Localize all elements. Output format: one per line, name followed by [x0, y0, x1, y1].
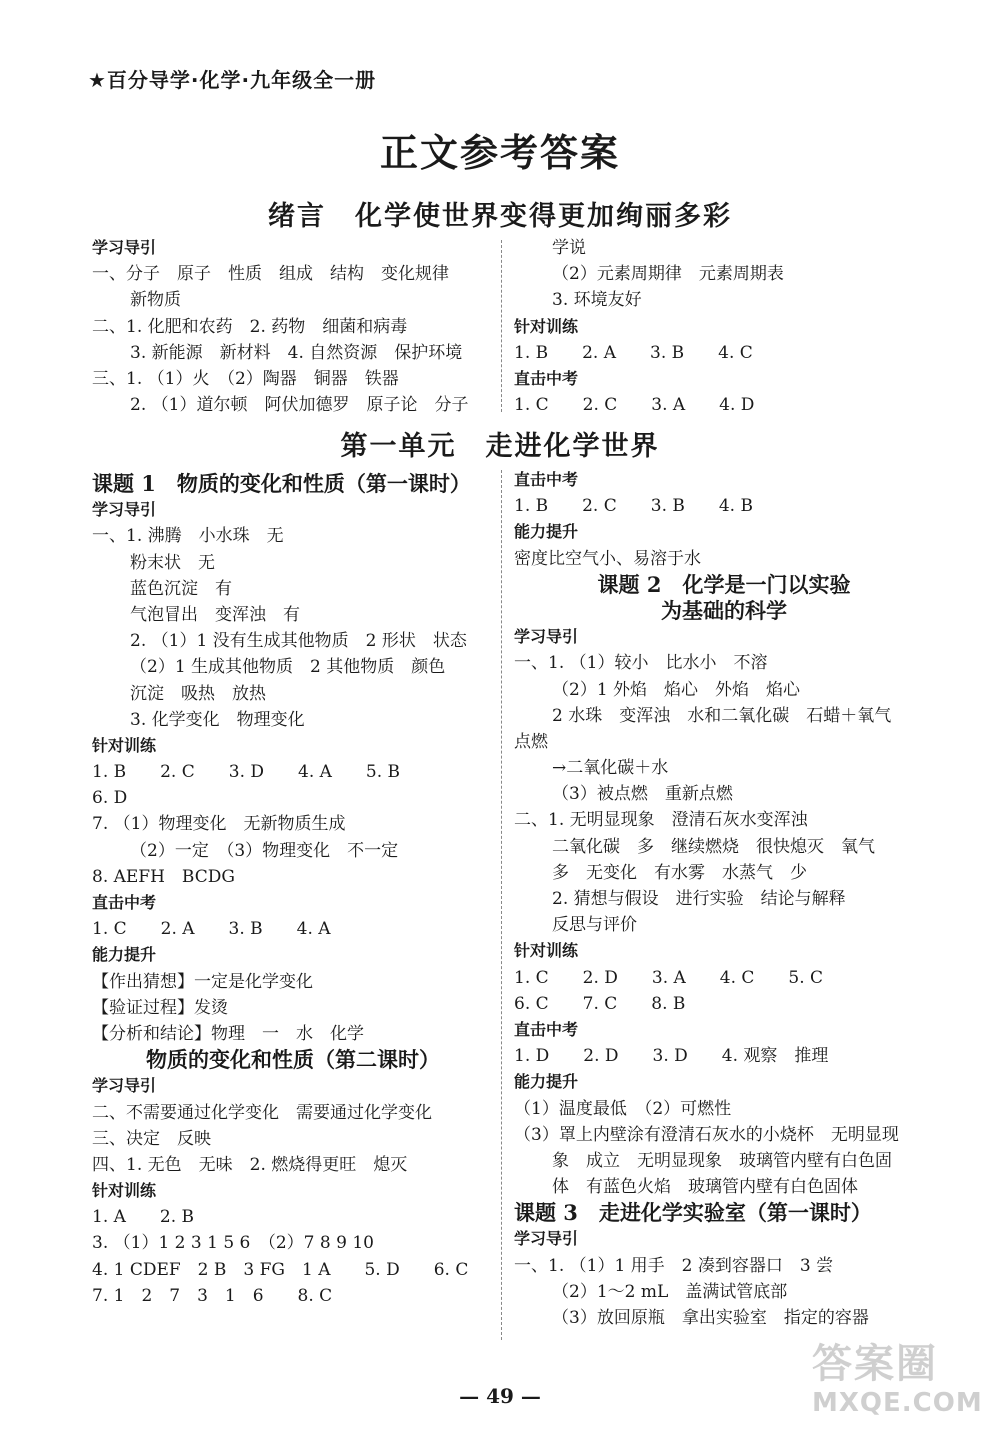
intro-left-column [92, 235, 492, 418]
subheading: 能力提升 [514, 1072, 579, 1092]
lesson-title: 课题 2 化学是一门以实验 [597, 571, 851, 597]
subheading: 针对训练 [514, 941, 579, 961]
lesson-title: 课题 1 物质的变化和性质（第一课时） [92, 471, 471, 496]
column-divider [501, 470, 502, 1340]
answer-line: 2. 猜想与假设 进行实验 结论与解释 [552, 889, 846, 909]
answer-line: 学说 [552, 238, 586, 258]
answer-line: 1. C 2. D 3. A 4. C 5. C [514, 967, 824, 988]
page-number: — 49 — [459, 1384, 541, 1408]
subheading: 针对训练 [514, 316, 579, 336]
watermark-bottom: MXQE.COM [812, 1388, 983, 1418]
answer-line: →二氧化碳＋水 [552, 758, 669, 779]
answer-line: 1. B 2. A 3. B 4. C [514, 342, 753, 363]
watermark-top: 答案圈 [812, 1341, 938, 1387]
subheading: 能力提升 [514, 522, 579, 542]
answer-line: 三、1. （1）火 （2）陶器 铜器 铁器 [92, 368, 399, 389]
answer-line: 6. D [92, 788, 128, 809]
answer-line: 三、决定 反映 [92, 1128, 211, 1149]
answer-line: 新物质 [130, 290, 181, 311]
subheading: 能力提升 [92, 945, 157, 965]
answer-line: （3）罩上内壁涂有澄清石灰水的小烧杯 无明显现 [514, 1124, 899, 1145]
intro-right-column [514, 235, 934, 418]
answer-line: 二氧化碳 多 继续燃烧 很快熄灭 氧气 [552, 836, 875, 857]
answer-line: 【分析和结论】物理 一 水 化学 [92, 1023, 364, 1044]
subheading: 学习导引 [514, 1229, 579, 1249]
subheading: 直击中考 [514, 368, 579, 388]
answer-line: （3）放回原瓶 拿出实验室 指定的容器 [552, 1308, 869, 1328]
answer-line: 4. 1 CDEF 2 B 3 FG 1 A 5. D 6. C [92, 1259, 469, 1280]
subheading: 学习导引 [92, 500, 157, 520]
answer-line: （1）温度最低 （2）可燃性 [514, 1098, 732, 1119]
subheading: 直击中考 [514, 1019, 579, 1039]
answer-line: 一、1. （1）较小 比水小 不溶 [514, 653, 768, 674]
page-title: 正文参考答案 [379, 130, 620, 175]
subheading: 学习导引 [92, 238, 157, 257]
answer-line: 粉末状 无 [130, 552, 215, 573]
subheading: 直击中考 [92, 893, 157, 912]
answer-line: 8. AEFH BCDG [92, 866, 235, 887]
subheading: 学习导引 [92, 1076, 157, 1096]
answer-line: 2 水珠 变浑浊 水和二氧化碳 石蜡＋氧气 [552, 705, 892, 726]
answer-line: 一、1. 沸腾 小水珠 无 [92, 526, 284, 547]
column-divider [501, 240, 502, 412]
answer-line: 蓝色沉淀 有 [130, 578, 232, 599]
answer-line: 1. B 2. C 3. D 4. A 5. B [92, 762, 401, 783]
lesson-title: 物质的变化和性质（第二课时） [146, 1047, 440, 1073]
answer-line: 【验证过程】发烫 [92, 997, 228, 1018]
answer-line: 1. C 2. C 3. A 4. D [514, 395, 755, 416]
answer-line: 气泡冒出 变浑浊 有 [130, 604, 300, 625]
lesson-title: 为基础的科学 [661, 597, 787, 623]
answer-line: 一、1. （1）1 用手 2 凑到容器口 3 尝 [514, 1255, 834, 1276]
answer-line: 密度比空气小、易溶于水 [514, 548, 701, 569]
answer-line: 1. C 2. A 3. B 4. A [92, 919, 331, 940]
answer-line: 1. B 2. C 3. B 4. B [514, 496, 753, 517]
subheading: 针对训练 [92, 1181, 157, 1201]
subheading: 直击中考 [514, 470, 579, 489]
answer-line: 二、1. 无明显现象 澄清石灰水变浑浊 [514, 810, 808, 831]
answer-line: （2）元素周期律 元素周期表 [552, 264, 784, 285]
unit1-right-column [514, 467, 934, 1331]
answer-line: 3. 环境友好 [552, 290, 642, 311]
answer-line: 沉淀 吸热 放热 [130, 683, 266, 704]
answer-line: 2. （1）1 没有生成其他物质 2 形状 状态 [130, 631, 467, 652]
answer-line: 1. D 2. D 3. D 4. 观察 推理 [514, 1046, 829, 1067]
answer-line: （2）1 生成其他物质 2 其他物质 颜色 [130, 657, 446, 678]
book-header: ★百分导学·化学·九年级全一册 [88, 68, 377, 92]
answer-line: 3. 化学变化 物理变化 [130, 709, 305, 730]
answer-line: 一、分子 原子 性质 组成 结构 变化规律 [92, 264, 449, 285]
answer-line: （2）一定 （3）物理变化 不一定 [130, 840, 399, 861]
answer-line: 7. （1）物理变化 无新物质生成 [92, 814, 346, 835]
answer-line: 二、不需要通过化学变化 需要通过化学变化 [92, 1102, 432, 1123]
intro-title: 绪言 化学使世界变得更加绚丽多彩 [268, 201, 732, 232]
answer-line: 2. （1）道尔顿 阿伏加德罗 原子论 分子 [130, 395, 469, 416]
watermark [812, 1340, 987, 1430]
answer-line: 反思与评价 [552, 915, 637, 936]
answer-line: 点燃 [514, 731, 548, 752]
answer-line: 象 成立 无明显现象 玻璃管内壁有白色固 [552, 1150, 892, 1171]
answer-line: 3. （1）1 2 3 1 5 6 （2）7 8 9 10 [92, 1233, 374, 1254]
answer-line: （2）1 外焰 焰心 外焰 焰心 [552, 679, 801, 700]
answer-line: 6. C 7. C 8. B [514, 993, 686, 1014]
answer-line: （3）被点燃 重新点燃 [552, 784, 733, 805]
answer-line: 多 无变化 有水雾 水蒸气 少 [552, 862, 807, 883]
subheading: 学习导引 [514, 627, 579, 647]
answer-line: 体 有蓝色火焰 玻璃管内壁有白色固体 [552, 1177, 858, 1198]
lesson-title: 课题 3 走进化学实验室（第一课时） [514, 1200, 872, 1226]
unit1-left-column [92, 471, 494, 1309]
answer-line: 1. A 2. B [92, 1207, 195, 1228]
answer-line: 7. 1 2 7 3 1 6 8. C [92, 1285, 333, 1306]
answer-line: 四、1. 无色 无味 2. 燃烧得更旺 熄灭 [92, 1154, 408, 1175]
answer-line: 二、1. 化肥和农药 2. 药物 细菌和病毒 [92, 316, 408, 337]
answer-line: 【作出猜想】一定是化学变化 [92, 971, 313, 992]
unit1-title: 第一单元 走进化学世界 [340, 431, 660, 462]
subheading: 针对训练 [92, 735, 157, 755]
answer-line: （2）1～2 mL 盖满试管底部 [552, 1281, 788, 1302]
answer-line: 3. 新能源 新材料 4. 自然资源 保护环境 [130, 342, 463, 363]
